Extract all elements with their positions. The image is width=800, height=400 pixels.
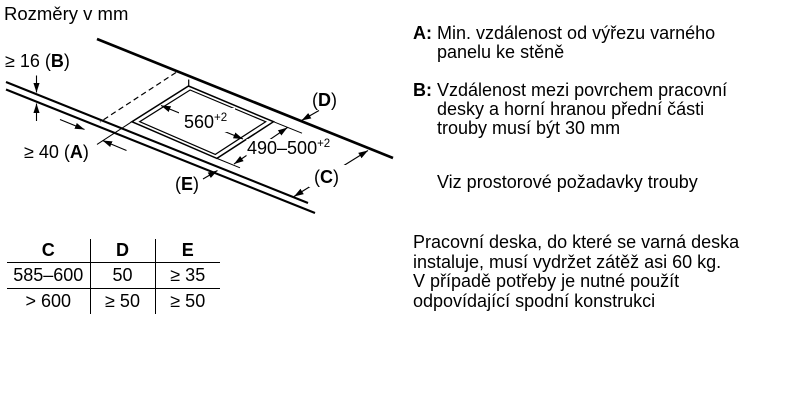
label-d-arrow [302,111,320,121]
table-header-row [7,239,220,263]
table-cell: 50 [90,263,155,289]
note-b-line: desky a horní hranou přední části [437,99,705,119]
dim-a-label [24,142,89,162]
installation-diagram [0,30,400,230]
extension-line-right [274,122,303,134]
note-load-line: instaluje, musí vydržet zátěž asi 60 kg. [413,251,722,272]
diagram-labels [5,51,339,194]
label-e-pre: ( [175,174,181,194]
dim-width-value: 560 [184,112,215,132]
label-e-post: ) [193,174,200,194]
note-a-label: A: [413,23,432,43]
note-load [413,233,739,311]
note-a-line: panelu ke stěně [437,42,565,62]
dim-b-letter: B [50,51,64,71]
extension-line-bottom [217,158,240,167]
label-c-pre: ( [314,167,320,187]
table-cell: 585–600 [7,263,90,289]
label-c-post: ) [333,167,339,187]
label-e-letter: E [181,174,194,194]
dimension-table [7,239,220,314]
table-cell: > 600 [25,291,72,311]
label-c [314,167,339,187]
dim-a-pre: ≥ 40 ( [24,142,70,162]
note-load-line: V případě potřeby je nutné použít [413,271,680,291]
label-c-letter: C [320,167,333,187]
dim-a-arrow-right [103,141,127,151]
note-a-line: Min. vzdálenost od výřezu varného [437,23,716,43]
table-cell: ≥ 50 [155,289,220,315]
table-row [7,289,220,315]
side-wall-dashed-line [100,73,176,123]
dim-a-letter: A [69,142,83,162]
dim-a-post: ) [82,142,89,162]
dim-b-post: ) [63,51,70,71]
label-e [175,174,199,194]
note-see-also: Viz prostorové požadavky trouby [437,172,698,192]
dim-b-label [5,51,70,71]
note-b-line: Vzdálenost mezi povrchem pracovní [437,80,728,100]
table-row [7,263,220,289]
table-header-e: E [155,239,220,263]
dim-a-arrow-left [60,120,85,130]
page-title: Rozměry v mm [4,3,129,24]
note-load-line: Pracovní deska, do které se varná deska [413,232,740,252]
dim-depth-value: 490–500 [247,138,318,158]
note-b-line: trouby musí být 30 mm [437,118,621,138]
dim-depth-tolerance: +2 [317,138,331,150]
table-cell: ≥ 50 [90,289,155,315]
note-load-line: odpovídající spodní konstrukci [413,290,656,311]
label-d-letter: D [318,90,331,110]
note-b-label: B: [413,80,432,100]
table-header-d: D [90,239,155,263]
note-a [413,24,715,62]
dim-b-pre: ≥ 16 ( [5,51,51,71]
table-cell: ≥ 35 [155,263,220,289]
table-header-c: C [7,239,90,263]
label-d-post: ) [331,90,337,110]
dim-width-tolerance: +2 [214,112,228,124]
label-d [312,90,337,110]
note-b [413,81,727,138]
label-d-pre: ( [312,90,318,110]
